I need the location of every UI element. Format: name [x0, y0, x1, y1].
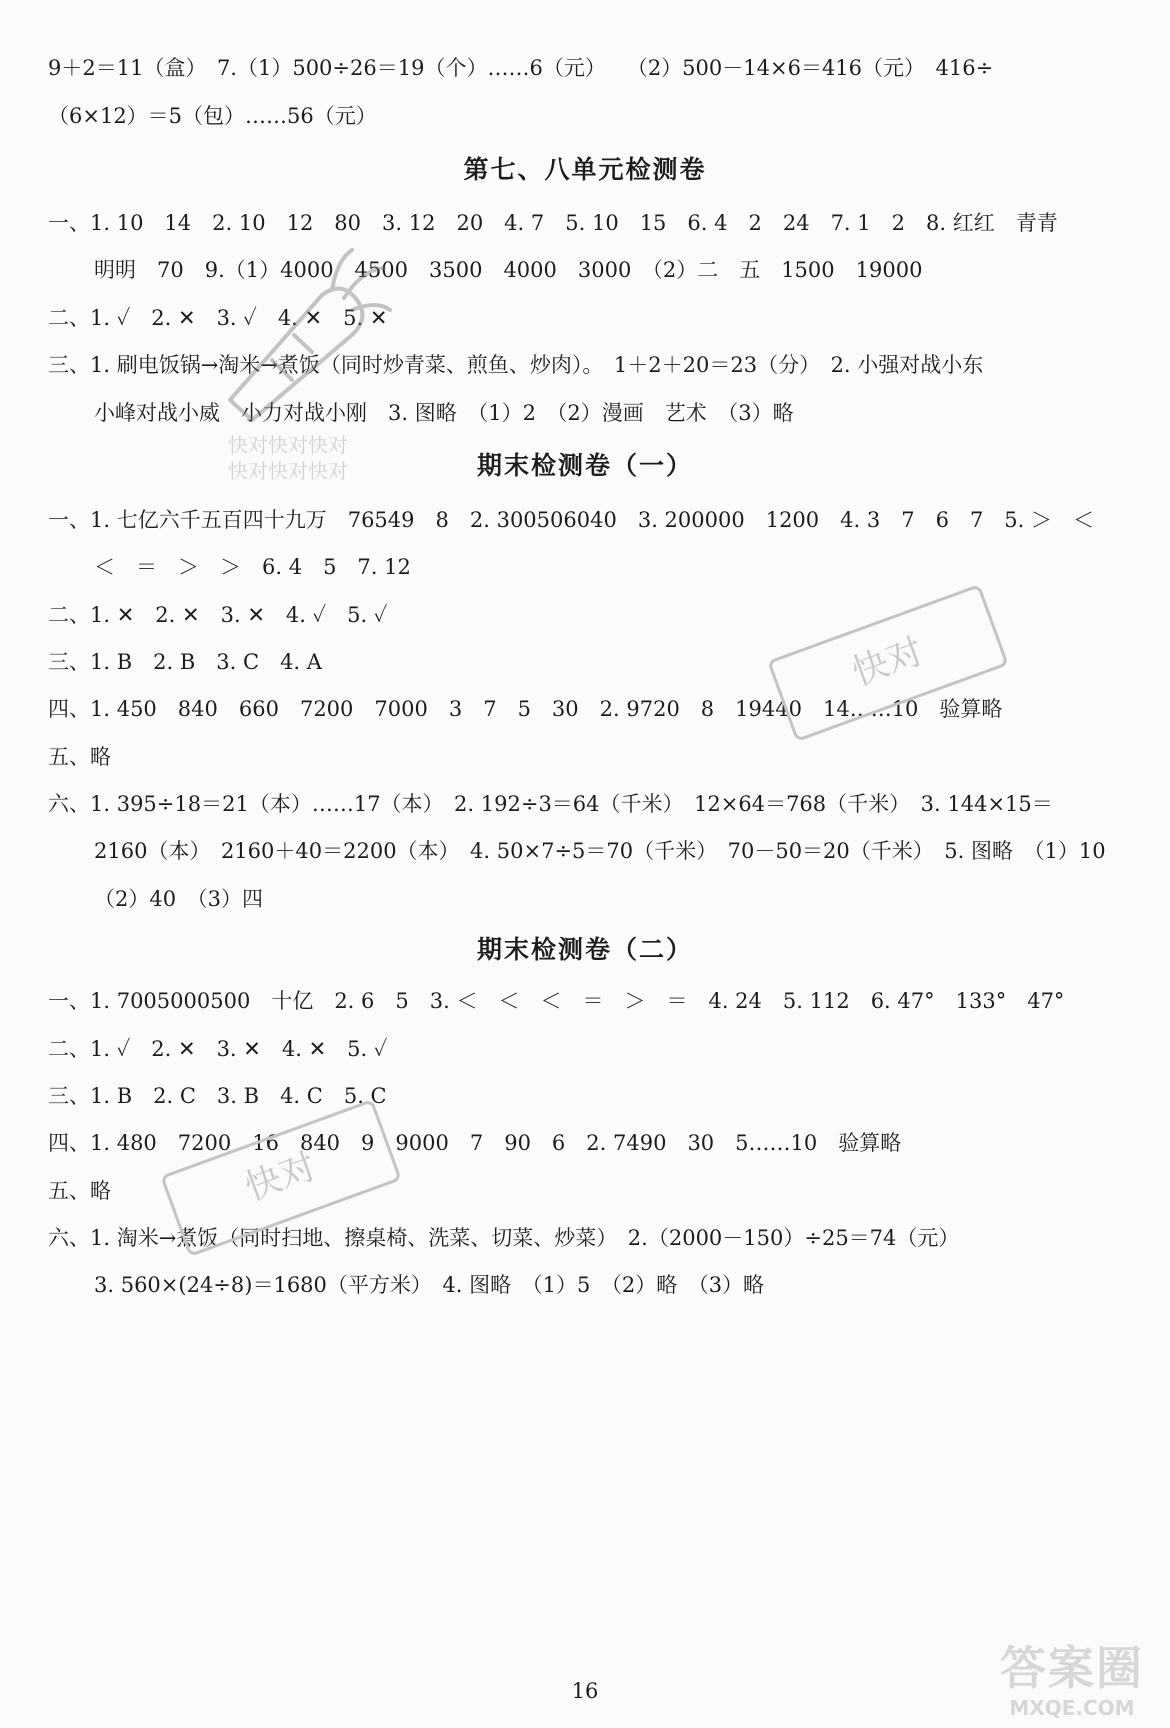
answer-line: 明明 70 9.（1）4000 4500 3500 4000 3000 （2）二 五 1500 19000	[94, 258, 923, 282]
section-heading: 期末检测卷（一）	[476, 451, 693, 480]
page-number: 16	[571, 1679, 599, 1703]
answer-line: 三、1. B 2. B 3. C 4. A	[48, 650, 322, 674]
watermark-stamp: 快对	[767, 584, 1009, 742]
answer-line: 二、1. ✓ 2. ✕ 3. ✕ 4. ✕ 5. ✓	[48, 1037, 388, 1061]
answer-line: 五、略	[48, 1179, 111, 1203]
site-logo-url: MXQE.COM	[1009, 1696, 1135, 1720]
answer-line: 四、1. 450 840 660 7200 7000 3 7 5 30 2. 9720 8 19440 14……10 验算略	[48, 697, 1003, 721]
answer-line: 二、1. ✕ 2. ✕ 3. ✕ 4. ✓ 5. ✓	[48, 603, 388, 627]
answer-line: 二、1. ✓ 2. ✕ 3. ✓ 4. ✕ 5. ✕	[48, 306, 388, 330]
answer-line: 五、略	[48, 745, 111, 769]
answer-line: 四、1. 480 7200 16 840 9 9000 7 90 6 2. 7490 30 5……10 验算略	[48, 1131, 902, 1155]
answer-line: 一、1. 七亿六千五百四十九万 76549 8 2. 300506040 3. 200000 1200 4. 3 7 6 7 5. ＞ ＜	[48, 508, 1095, 532]
site-logo	[982, 1640, 1162, 1726]
answer-line: ＜ ＝ ＞ ＞ 6. 4 5 7. 12	[94, 555, 411, 579]
section-heading: 期末检测卷（二）	[476, 935, 693, 964]
answer-line: 六、1. 395÷18＝21（本）……17（本） 2. 192÷3＝64（千米） 12×64＝768（千米） 3. 144×15＝	[48, 792, 1053, 816]
answer-line: （6×12）＝5（包）……56（元）	[48, 104, 377, 128]
watermark-stamp: 快对	[160, 1099, 402, 1257]
answer-line: 三、1. B 2. C 3. B 4. C 5. C	[48, 1084, 387, 1108]
watermark-text: 快对快对快对	[228, 433, 348, 457]
answer-line: 3. 560×(24÷8)＝1680（平方米） 4. 图略 （1）5 （2）略 （3）略	[94, 1273, 765, 1297]
answer-line: 9＋2＝11（盒） 7.（1）500÷26＝19（个）……6（元） （2）500－14×6＝416（元） 416÷	[48, 56, 994, 80]
answer-line: （2）40 （3）四	[94, 887, 263, 911]
answer-line: 小峰对战小威 小力对战小刚 3. 图略 （1）2 （2）漫画 艺术 （3）略	[94, 401, 794, 425]
answer-line: 2160（本） 2160＋40＝2200（本） 4. 50×7÷5＝70（千米） 70－50＝20（千米） 5. 图略 （1）10	[94, 839, 1106, 863]
section-heading: 第七、八单元检测卷	[463, 155, 707, 184]
answer-line: 一、1. 10 14 2. 10 12 80 3. 12 20 4. 7 5. 10 15 6. 4 2 24 7. 1 2 8. 红红 青青	[48, 211, 1058, 235]
answer-line: 一、1. 7005000500 十亿 2. 6 5 3. ＜ ＜ ＜ ＝ ＞ ＝ 4. 24 5. 112 6. 47° 133° 47°	[48, 989, 1065, 1013]
answer-line: 三、1. 刷电饭锅→淘米→煮饭（同时炒青菜、煎鱼、炒肉）。 1＋2＋20＝23（分） 2. 小强对战小东	[48, 353, 984, 377]
answer-line: 六、1. 淘米→煮饭（同时扫地、擦桌椅、洗菜、切菜、炒菜） 2.（2000－150）÷25＝74（元）	[48, 1226, 960, 1250]
watermark-text: 快对快对快对	[228, 459, 348, 483]
site-logo-title: 答案圈	[1000, 1641, 1144, 1695]
